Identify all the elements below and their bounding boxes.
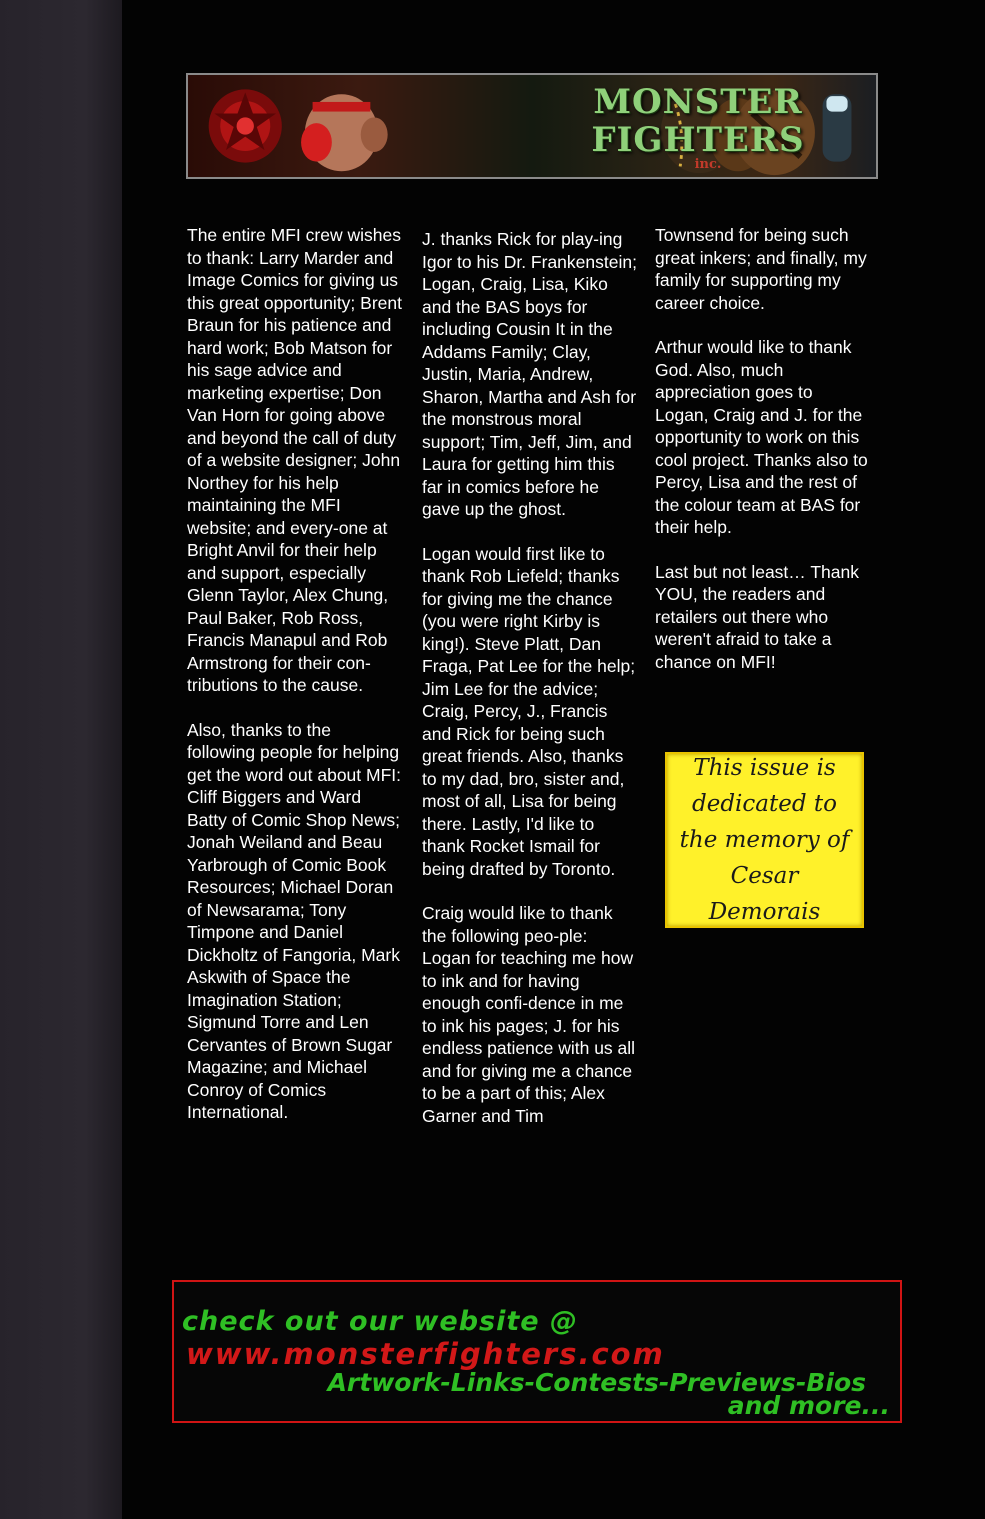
text-column-2 xyxy=(422,228,637,1149)
website-features: Artwork-Links-Contests-Previews-Bios xyxy=(327,1368,866,1397)
paragraph: Craig would like to thank the following peo-ple: Logan for teaching me how to ink and for having enough confi-dence in me to ink his pages; J. for his endless patience with us all and for giving me a chance to be a part of this; Alex Garner and Tim xyxy=(422,903,636,1126)
paragraph: Last but not least… Thank YOU, the readers and retailers out there who weren't afraid to take a chance on MFI! xyxy=(655,561,859,672)
monster-fighters-banner xyxy=(186,73,878,179)
paragraph: The entire MFI crew wishes to thank: Larry Marder and Image Comics for giving us this great opportunity; Brent Braun for his patience and hard work; Bob Matson for his sage advice and marketing expertise; Don Van Horn for going above and beyond the call of duty of a website designer; John Northey for his help maintaining the MFI website; and every-one at Bright Anvil for their help and support, especially Glenn Taylor, Alex Chung, Paul Baker, Rob Ross, Francis Manapul and Rob Armstrong for their con-tributions to the cause. xyxy=(187,225,402,695)
paragraph: Arthur would like to thank God. Also, much appreciation goes to Logan, Craig and J. for the opportunity to work on this cool project. Thanks also to Percy, Lisa and the rest of the colour team at BAS for their help. xyxy=(655,337,868,537)
paragraph: J. thanks Rick for play-ing Igor to his Dr. Frankenstein; Logan, Craig, Lisa, Kiko and the BAS boys for including Cousin It in the Addams Family; Clay, Justin, Maria, Andrew, Sharon, Martha and Ash for the monstrous moral support; Tim, Jeff, Jim, and Laura for getting him this far in comics before he gave up the ghost. xyxy=(422,229,637,519)
paragraph: Townsend for being such great inkers; and finally, my family for supporting my career choice. xyxy=(655,225,867,313)
paragraph: Logan would first like to thank Rob Liefeld; thanks for giving me the chance (you were right Kirby is king!). Steve Platt, Dan Fraga, Pat Lee for the help; Jim Lee for the advice; Craig, Percy, J., Francis and Rick for being such great friends. Also, thanks to my dad, bro, sister and, most of all, Lisa for being there. Lastly, I'd like to thank Rocket Ismail for being drafted by Toronto. xyxy=(422,543,636,879)
fighter-figure-icon xyxy=(301,94,388,171)
website-url-link[interactable]: www.monsterfighters.com xyxy=(186,1337,665,1371)
website-ad-box xyxy=(172,1280,902,1423)
website-intro: check out our website @ xyxy=(182,1306,578,1337)
dedication-box xyxy=(665,752,864,928)
banner-title: MONSTER FIGHTERS xyxy=(591,82,805,160)
demon-emblem-icon xyxy=(209,89,282,162)
book-spine xyxy=(0,0,122,1519)
banner-subtitle: inc. xyxy=(694,157,722,172)
robot-figure-icon xyxy=(823,94,852,161)
dedication-text: This issue is dedicated to the memory of Cesar Demorais xyxy=(679,755,850,925)
text-column-3 xyxy=(655,224,870,695)
website-more: and more... xyxy=(727,1391,890,1420)
paragraph: Also, thanks to the following people for helping get the word out about MFI: Cliff Biggers and Ward Batty of Comic Shop News; Jonah Weiland and Beau Yarbrough of Comic Book Resources; Michael Doran of Newsarama; Tony Timpone and Daniel Dickholtz of Fangoria, Mark Askwith of Space the Imagination Station; Sigmund Torre and Len Cervantes of Brown Sugar Magazine; and Michael Conroy of Comics International. xyxy=(187,719,402,1122)
text-column-1 xyxy=(187,224,402,1146)
